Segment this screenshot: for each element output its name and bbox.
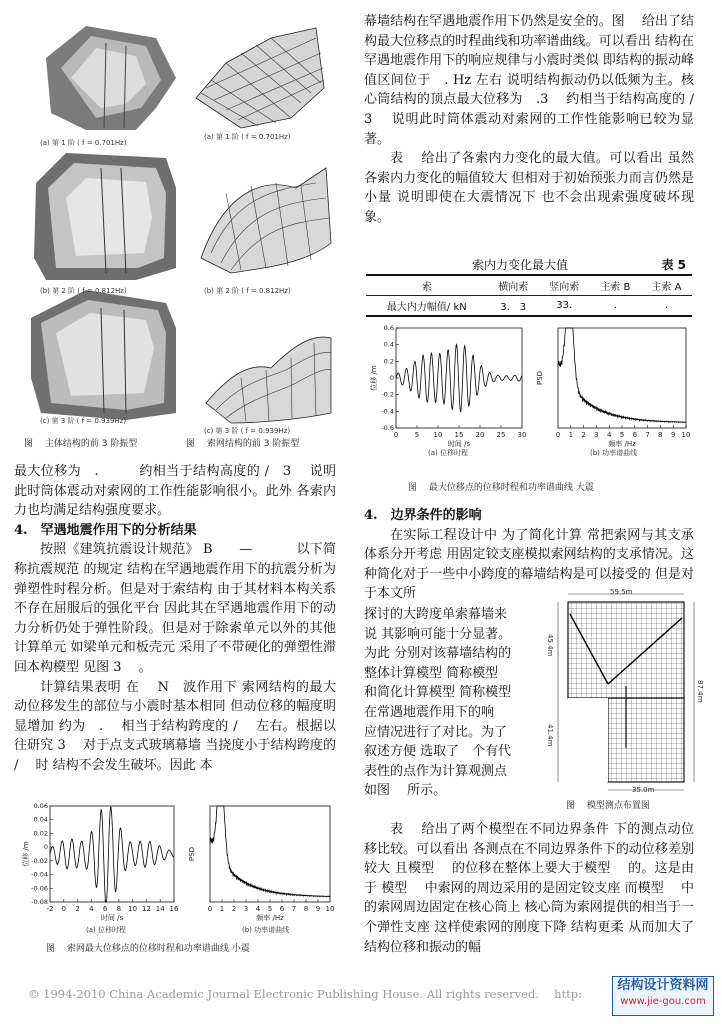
- x-tick-label: 1: [568, 431, 574, 439]
- cable-force-table: [366, 274, 692, 317]
- y-tick-label: -0.2: [381, 390, 394, 399]
- x-tick-label: 6: [632, 431, 638, 439]
- main-mode-2-label: (b) 第 2 阶 ( f = 0.812Hz): [40, 287, 127, 295]
- right-paragraph-3: 在实际工程设计中 为了简化计算 常把索网与其支承体系分开考虑 用固定铰支座模拟索网结构的支承情况。这种简化对于一些中小跨度的幕墙结构是可以接受的 但是对于本文所: [364, 527, 694, 602]
- plot-frame: [396, 328, 522, 428]
- x-tick-label: -2: [46, 905, 54, 913]
- x-tick-label: 9: [670, 431, 676, 439]
- x-tick-label: 4: [606, 431, 612, 439]
- plot-frame: [210, 806, 330, 902]
- figure-caption-small-earthquake: 图 索网最大位移点的位移时程和功率谱曲线 小震: [46, 944, 250, 954]
- x-tick-label: 8: [116, 905, 122, 913]
- x-tick-label: 10: [681, 431, 691, 439]
- x-tick-label: 0: [393, 431, 399, 439]
- x-tick-label: 1: [219, 905, 225, 913]
- table-header-cell: 竖向索: [539, 275, 590, 296]
- small-sub-b-label: (b) 功率谱曲线: [242, 926, 290, 934]
- x-tick-label: 5: [619, 431, 625, 439]
- large-sub-a-label: (a) 位移时程: [428, 449, 468, 457]
- figure-caption-large-earthquake: 图 最大位移点的位移时程和功率谱曲线 大震: [408, 483, 594, 493]
- site-logo[interactable]: [612, 976, 714, 1016]
- cable-net-mode-1: [196, 28, 324, 128]
- figure-caption-cable-net: 图 索网结构的前 3 阶振型: [186, 439, 300, 449]
- series-line: [558, 328, 686, 423]
- x-axis-label: 时间 /s: [447, 440, 471, 448]
- y-tick-label: 0.4: [383, 340, 394, 349]
- grid-lower-block: [608, 698, 684, 782]
- mode-shape-figure: [26, 18, 338, 450]
- main-structure-mode-1: [46, 26, 176, 130]
- y-tick-label: -0.02: [31, 856, 48, 865]
- table-header-cell: 主索 A: [641, 275, 692, 296]
- narrow-line: 表性的点作为计算观测点: [364, 763, 508, 779]
- x-tick-label: 5: [267, 905, 273, 913]
- narrow-line: 在常遇地震作用下的响: [364, 704, 495, 720]
- y-axis-label: 位移 /m: [370, 365, 378, 391]
- right-column-bottom: [364, 820, 694, 957]
- y-tick-label: -0.06: [31, 884, 48, 893]
- x-tick-label: 2: [581, 431, 586, 439]
- narrow-line: 应情况进行了对比。为了: [364, 724, 508, 740]
- y-tick-label: 0.6: [383, 324, 394, 332]
- psd-chart-large: [534, 322, 694, 462]
- x-tick-label: 0: [207, 905, 213, 913]
- measurement-grid-drawing: [546, 588, 708, 798]
- left-paragraph-1: 最大位移为 . 约相当于结构高度的 / 3 说明此时筒体震动对索网的工作性能影响很小。此外 各索内力也均满足结构强度要求。: [14, 464, 336, 519]
- table-5: [366, 256, 692, 317]
- x-tick-label: 16: [169, 905, 179, 913]
- left-paragraph-2: 按照《建筑抗震设计规范》 B — 以下简称抗震规范 的规定 结构在罕遇地震作用下的抗震分析为弹塑性时程分析。但是对于索结构 由于其材料本构关系不存在屈服后的强化平台 因此其在罕遇地震作用下的动力分析仍处于弹性阶段。但是对于除索单元以外的其他计算单元 如梁单元和板壳元 采用了不带硬化的弹塑性滞回本构模型 见图 3 。: [14, 542, 336, 675]
- x-tick-label: 6: [279, 905, 285, 913]
- x-tick-label: 25: [496, 431, 506, 439]
- psd-chart-small: [186, 800, 336, 940]
- narrow-line: 为此 分别对该幕墙结构的: [364, 646, 512, 662]
- table-header-row: [366, 275, 692, 296]
- table-number: 表 5: [661, 258, 686, 272]
- displacement-history-chart-large: [368, 322, 528, 462]
- small-earthquake-figure: [20, 800, 338, 950]
- plot-frame: [558, 328, 686, 428]
- series-line: [396, 345, 522, 413]
- net-mode-3-label: (c) 第 3 阶 ( f = 0.939Hz): [204, 427, 291, 435]
- x-tick-label: 20: [475, 431, 485, 439]
- x-tick-label: 8: [658, 431, 663, 439]
- narrow-line: 叙述方便 选取了 个有代: [364, 744, 512, 760]
- x-tick-label: 3: [243, 905, 249, 913]
- y-axis-label: PSD: [188, 846, 196, 862]
- y-tick-label: 0: [389, 374, 394, 382]
- x-tick-label: 10: [433, 431, 443, 439]
- right-paragraph-1: 幕墙结构在罕遇地震作用下仍然是安全的。图 给出了结构最大位移点的时程曲线和功率谱曲线。可以看出 结构在罕遇地震作用下的响应规律与小震时类似 即结构的振动峰值区间位于 . Hz 左右 说明结构振动仍以低频为主。核心筒结构的顶点最大位移为 .3 约相当于结构高度的 /3 说明此时筒体震动对索网的工作性能影响已较为显著。: [364, 14, 694, 147]
- cable-net-mode-3: [206, 337, 331, 423]
- copyright-footer: © 1994-2010 China Academic Journal Electronic Publishing House. All rights reserved. http:: [28, 987, 583, 1001]
- measurement-point-figure: [546, 588, 708, 798]
- grid-dim-bottom: 35.0m: [632, 786, 655, 794]
- y-tick-label: -0.4: [381, 407, 394, 416]
- displacement-history-chart-small: [20, 800, 180, 940]
- x-tick-label: 2: [231, 905, 237, 913]
- x-tick-label: 4: [255, 905, 261, 913]
- table-header-cell: 主索 B: [590, 275, 641, 296]
- right-paragraph-4: 表 给出了两个模型在不同边界条件 下的测点动位移比较。可以看出 各测点在不同边界条件下的动位移差别较大 且模型 的位移在整体上要大于模型 的。这是由于 模型 中索网的周边采用的是固定铰支座 而模型 中的索网周边固定在核心筒上 核心筒为索网提供的相当于一个弹性支座 这样使索网的刚度下降 结构更柔 从而加大了结构位移和振动的幅: [364, 822, 694, 955]
- y-tick-label: -0.6: [381, 424, 394, 432]
- y-tick-label: 0.02: [33, 829, 48, 838]
- main-mode-3-label: (c) 第 3 阶 ( f = 0.939Hz): [40, 417, 127, 425]
- y-tick-label: 0: [43, 843, 48, 852]
- y-tick-label: 0.04: [33, 815, 48, 824]
- main-mode-1-label: (a) 第 1 阶 ( f = 0.701Hz): [40, 139, 127, 147]
- main-structure-mode-2: [34, 153, 176, 280]
- narrow-line: 整体计算模型 简称模型: [364, 665, 499, 681]
- narrow-line: 探讨的大跨度单索幕墙来: [364, 607, 508, 622]
- net-mode-2-label: (b) 第 2 阶 ( f = 0.812Hz): [204, 287, 291, 295]
- logo-url: www.jie-gou.com: [620, 996, 706, 1007]
- section-heading-rare-earthquake: 4. 罕遇地震作用下的分析结果: [14, 522, 197, 538]
- table-cell: .: [590, 296, 641, 317]
- y-axis-label: PSD: [536, 370, 544, 386]
- grid-dim-right: 87.4m: [696, 680, 704, 703]
- grid-dim-top: 59.5m: [610, 588, 633, 596]
- main-structure-mode-3: [31, 290, 176, 420]
- x-tick-label: 30: [517, 431, 527, 439]
- left-paragraph-3: 计算结果表明 在 N 波作用下 索网结构的最大动位移发生的部位与小震时基本相同 但动位移的幅度明显增加 约为 . 相当于结构跨度的 / 左右。根据以往研究 3 对于点支式玻璃幕墙 当挠度小于结构跨度的 / 时 结构不会发生破坏。因此 本: [14, 679, 336, 773]
- x-tick-label: 9: [315, 905, 321, 913]
- table-title: 索内力变化最大值: [472, 258, 569, 272]
- grid-upper-block: [568, 602, 684, 698]
- large-sub-b-label: (b) 功率谱曲线: [590, 449, 638, 457]
- right-column-narrow: [364, 605, 550, 801]
- x-tick-label: 2: [75, 905, 80, 913]
- figure-caption-measurement-points: 图 模型测点布置图: [566, 801, 650, 811]
- x-axis-label: 时间 /s: [100, 914, 124, 922]
- table-cell: 3. 3: [488, 296, 539, 317]
- table-header-cell: 横向索: [488, 275, 539, 296]
- x-tick-label: 8: [303, 905, 309, 913]
- table-cell: 最大内力幅值/ kN: [366, 296, 488, 317]
- narrow-line: 和简化计算模型 简称模型: [364, 685, 512, 701]
- small-sub-a-label: (a) 位移时程: [86, 926, 126, 934]
- x-tick-label: 15: [454, 431, 464, 439]
- section-heading-boundary: 4. 边界条件的影响: [364, 508, 482, 523]
- grid-dim-left-lower: 41.4m: [546, 724, 554, 747]
- right-column-top: [364, 12, 694, 228]
- table-header-cell: 索: [366, 275, 488, 296]
- mode-shape-drawings: [26, 18, 338, 450]
- logo-title: 结构设计资料网: [617, 978, 709, 993]
- figure-caption-main-structure: 图 主体结构的前 3 阶振型: [24, 439, 138, 449]
- table-row: [366, 296, 692, 317]
- table-cell: 33.: [539, 296, 590, 317]
- x-tick-label: 4: [89, 905, 94, 913]
- x-tick-label: 7: [291, 905, 297, 913]
- right-paragraph-2: 表 给出了各索内力变化的最大值。可以看出 虽然各索内力变化的幅值较大 但相对于初始预张力而言仍然是小量 说明即使在大震情况下 也不会出现索强度破坏现象。: [364, 151, 694, 225]
- y-tick-label: 0.2: [383, 357, 394, 366]
- x-tick-label: 14: [155, 905, 165, 913]
- grid-dim-left-upper: 45.4m: [546, 634, 554, 657]
- cable-net-mode-2: [201, 168, 331, 273]
- table-cell: .: [641, 296, 692, 317]
- x-tick-label: 6: [102, 905, 108, 913]
- x-tick-label: 7: [645, 431, 650, 439]
- x-tick-label: 0: [555, 431, 561, 439]
- net-mode-1-label: (a) 第 1 阶 ( f = 0.701Hz): [204, 133, 291, 141]
- x-tick-label: 10: [128, 905, 138, 913]
- x-tick-label: 12: [141, 905, 151, 913]
- x-axis-label: 频率 /Hz: [608, 440, 636, 448]
- series-line: [210, 806, 330, 897]
- left-column: [14, 462, 336, 776]
- large-earthquake-figure: [368, 322, 696, 472]
- x-tick-label: 0: [61, 905, 67, 913]
- y-tick-label: -0.08: [31, 898, 48, 906]
- x-axis-label: 频率 /Hz: [256, 914, 284, 922]
- narrow-line: 说 其影响可能十分显著。: [364, 626, 512, 642]
- y-tick-label: 0.06: [33, 802, 48, 810]
- y-axis-label: 位移 /m: [22, 841, 30, 867]
- y-tick-label: -0.04: [31, 870, 48, 879]
- x-tick-label: 10: [325, 905, 335, 913]
- x-tick-label: 3: [594, 431, 599, 439]
- narrow-line: 如图 所示。: [364, 783, 447, 799]
- series-line: [50, 807, 174, 902]
- x-tick-label: 5: [414, 431, 420, 439]
